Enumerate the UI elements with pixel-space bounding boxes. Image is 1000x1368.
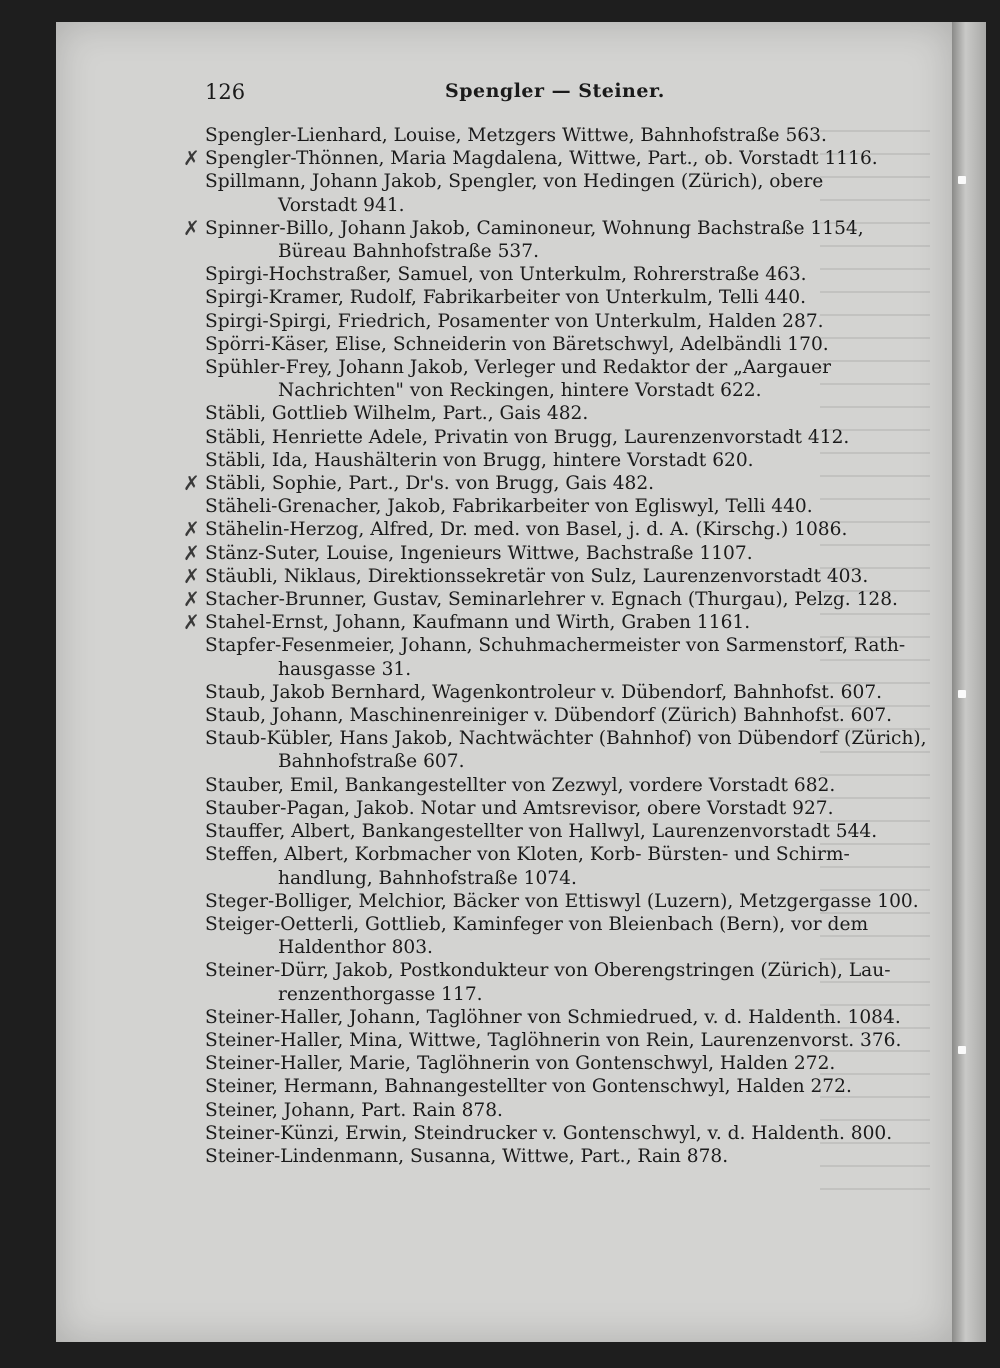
entry-line: Stauffer, Albert, Bankangestellter von Hallwyl, Laurenzenvorstadt 544. <box>205 821 878 843</box>
directory-entry <box>205 820 885 843</box>
directory-entry <box>205 402 885 425</box>
entry-line: Spühler-Frey, Johann Jakob, Verleger und Redaktor der „Aargauer <box>205 357 832 379</box>
page-number: 126 <box>205 80 246 104</box>
entry-line: Staub, Jakob Bernhard, Wagenkontroleur v. Dübendorf, Bahnhofst. 607. <box>205 681 883 703</box>
entry-line: Spillmann, Johann Jakob, Spengler, von Hedingen (Zürich), obere <box>205 171 824 193</box>
edge-tab <box>958 176 966 184</box>
directory-entry <box>205 449 885 472</box>
directory-entry <box>205 774 885 797</box>
entry-line: Steiner, Hermann, Bahnangestellter von Gontenschwyl, Halden 272. <box>205 1076 852 1098</box>
directory-entry <box>205 727 927 773</box>
entry-line: Stauber, Emil, Bankangestellter von Zezwyl, vordere Vorstadt 682. <box>205 774 836 796</box>
entry-line: Stänz-Suter, Louise, Ingenieurs Wittwe, Bachstraße 1107. <box>205 542 753 564</box>
directory-entry <box>205 704 893 727</box>
entry-line: Spengler-Thönnen, Maria Magdalena, Wittwe, Part., ob. Vorstadt 1116. <box>205 148 878 170</box>
directory-entry <box>183 587 898 612</box>
entry-line: Spirgi-Spirgi, Friedrich, Posamenter von Unterkulm, Halden 287. <box>205 310 824 332</box>
directory-entry <box>205 913 885 959</box>
entry-line: Steiner, Johann, Part. Rain 878. <box>205 1099 503 1121</box>
entry-line: Stapfer-Fesenmeier, Johann, Schuhmachermeister von Sarmenstorf, Rath- <box>205 635 906 657</box>
entry-line: Stähelin-Herzog, Alfred, Dr. med. von Basel, j. d. A. (Kirschg.) 1086. <box>205 519 848 541</box>
entry-line: Spörri-Käser, Elise, Schneiderin von Bäretschwyl, Adelbändli 170. <box>205 333 829 355</box>
entry-line: Stäbli, Ida, Haushälterin von Brugg, hintere Vorstadt 620. <box>205 449 754 471</box>
entry-line: Stäubli, Niklaus, Direktionssekretär von Sulz, Laurenzenvorstadt 403. <box>205 565 869 587</box>
directory-entry <box>205 797 885 820</box>
directory-entry <box>205 681 885 704</box>
entry-line: Stauber-Pagan, Jakob. Notar und Amtsrevisor, obere Vorstadt 927. <box>205 797 834 819</box>
entry-line: Stäbli, Henriette Adele, Privatin von Brugg, Laurenzenvorstadt 412. <box>205 426 850 448</box>
entry-line: Spinner-Billo, Johann Jakob, Caminoneur, Wohnung Bachstraße 1154, <box>205 217 864 239</box>
directory-entry <box>183 563 885 588</box>
pencil-check-mark: ✗ <box>183 517 200 542</box>
entry-line: Steger-Bolliger, Melchior, Bäcker von Ettiswyl (Luzern), Metzgergasse 100. <box>205 890 919 912</box>
entry-line: Steffen, Albert, Korbmacher von Kloten, Korb- Bürsten- und Schirm- <box>205 844 850 866</box>
entry-line: Steiner-Haller, Johann, Taglöhner von Schmiedrued, v. d. Haldenth. 1084. <box>205 1006 901 1028</box>
directory-entry <box>183 471 885 496</box>
edge-tab <box>958 690 966 698</box>
pencil-check-mark: ✗ <box>183 563 200 588</box>
entry-line: Staub-Kübler, Hans Jakob, Nachtwächter (Bahnhof) von Dübendorf (Zürich), <box>205 728 927 750</box>
directory-entry <box>205 495 885 518</box>
directory-entry <box>205 1075 885 1098</box>
entry-continuation-line: hausgasse 31. <box>278 658 412 680</box>
entry-continuation-line: renzenthorgasse 117. <box>278 983 483 1005</box>
entry-continuation-line: Bahnhofstraße 607. <box>278 751 465 773</box>
directory-entries <box>183 124 927 1168</box>
entry-continuation-line: Haldenthor 803. <box>278 937 433 959</box>
directory-entry <box>205 634 906 680</box>
entry-continuation-line: handlung, Bahnhofstraße 1074. <box>278 867 577 889</box>
entry-line: Steiner-Haller, Mina, Wittwe, Taglöhnerin von Rein, Laurenzenvorst. 376. <box>205 1029 902 1051</box>
directory-entry <box>205 1006 901 1029</box>
entry-line: Stäheli-Grenacher, Jakob, Fabrikarbeiter von Egliswyl, Telli 440. <box>205 496 813 518</box>
directory-entry <box>183 540 885 565</box>
page-header <box>205 78 885 110</box>
entry-line: Staub, Johann, Maschinenreiniger v. Dübendorf (Zürich) Bahnhofst. 607. <box>205 705 893 727</box>
directory-entry <box>183 610 885 635</box>
entry-continuation-line: Vorstadt 941. <box>278 194 405 216</box>
pencil-check-mark: ✗ <box>183 471 200 496</box>
entry-line: Stacher-Brunner, Gustav, Seminarlehrer v. Egnach (Thurgau), Pelzg. 128. <box>205 589 898 611</box>
directory-entry <box>205 356 885 402</box>
entry-line: Steiner-Dürr, Jakob, Postkondukteur von Oberengstringen (Zürich), Lau- <box>205 960 891 982</box>
directory-entry <box>205 124 885 147</box>
entry-line: Stäbli, Gottlieb Wilhelm, Part., Gais 482. <box>205 403 589 425</box>
entry-line: Spirgi-Kramer, Rudolf, Fabrikarbeiter von Unterkulm, Telli 440. <box>205 287 807 309</box>
entry-line: Steiger-Oetterli, Gottlieb, Kaminfeger von Bleienbach (Bern), vor dem <box>205 913 869 935</box>
entry-line: Steiner-Lindenmann, Susanna, Wittwe, Part., Rain 878. <box>205 1145 729 1167</box>
pencil-check-mark: ✗ <box>183 146 200 171</box>
entry-line: Steiner-Haller, Marie, Taglöhnerin von Gontenschwyl, Halden 272. <box>205 1053 836 1075</box>
entry-continuation-line: Büreau Bahnhofstraße 537. <box>278 241 539 263</box>
entry-line: Spengler-Lienhard, Louise, Metzgers Wittwe, Bahnhofstraße 563. <box>205 125 827 146</box>
entry-line: Stahel-Ernst, Johann, Kaufmann und Wirth, Graben 1161. <box>205 612 751 634</box>
directory-entry <box>205 843 885 889</box>
pencil-check-mark: ✗ <box>183 215 200 240</box>
directory-entry <box>205 1145 885 1168</box>
entry-line: Stäbli, Sophie, Part., Dr's. von Brugg, Gais 482. <box>205 473 655 495</box>
running-head: Spengler — Steiner. <box>445 80 665 102</box>
directory-entry <box>183 517 885 542</box>
edge-tab <box>958 1046 966 1054</box>
directory-entry <box>205 310 885 333</box>
directory-entry <box>205 170 885 216</box>
directory-entry <box>183 215 885 263</box>
directory-entry <box>205 890 919 913</box>
entry-line: Steiner-Künzi, Erwin, Steindrucker v. Gontenschwyl, v. d. Haldenth. 800. <box>205 1122 893 1144</box>
pencil-check-mark: ✗ <box>183 540 200 565</box>
entry-line: Spirgi-Hochstraßer, Samuel, von Unterkulm, Rohrerstraße 463. <box>205 264 807 286</box>
directory-entry <box>205 426 885 449</box>
directory-entry <box>205 1029 902 1052</box>
directory-entry <box>205 1052 885 1075</box>
directory-entry <box>205 263 885 286</box>
directory-entry <box>205 1099 885 1122</box>
directory-entry <box>183 146 885 171</box>
entry-continuation-line: Nachrichten" von Reckingen, hintere Vorstadt 622. <box>278 380 762 402</box>
directory-entry <box>205 1122 893 1145</box>
directory-entry <box>205 333 885 356</box>
directory-entry <box>205 286 885 309</box>
pencil-check-mark: ✗ <box>183 610 200 635</box>
directory-entry <box>205 959 891 1005</box>
pencil-check-mark: ✗ <box>183 587 200 612</box>
page-edge <box>952 22 986 1342</box>
